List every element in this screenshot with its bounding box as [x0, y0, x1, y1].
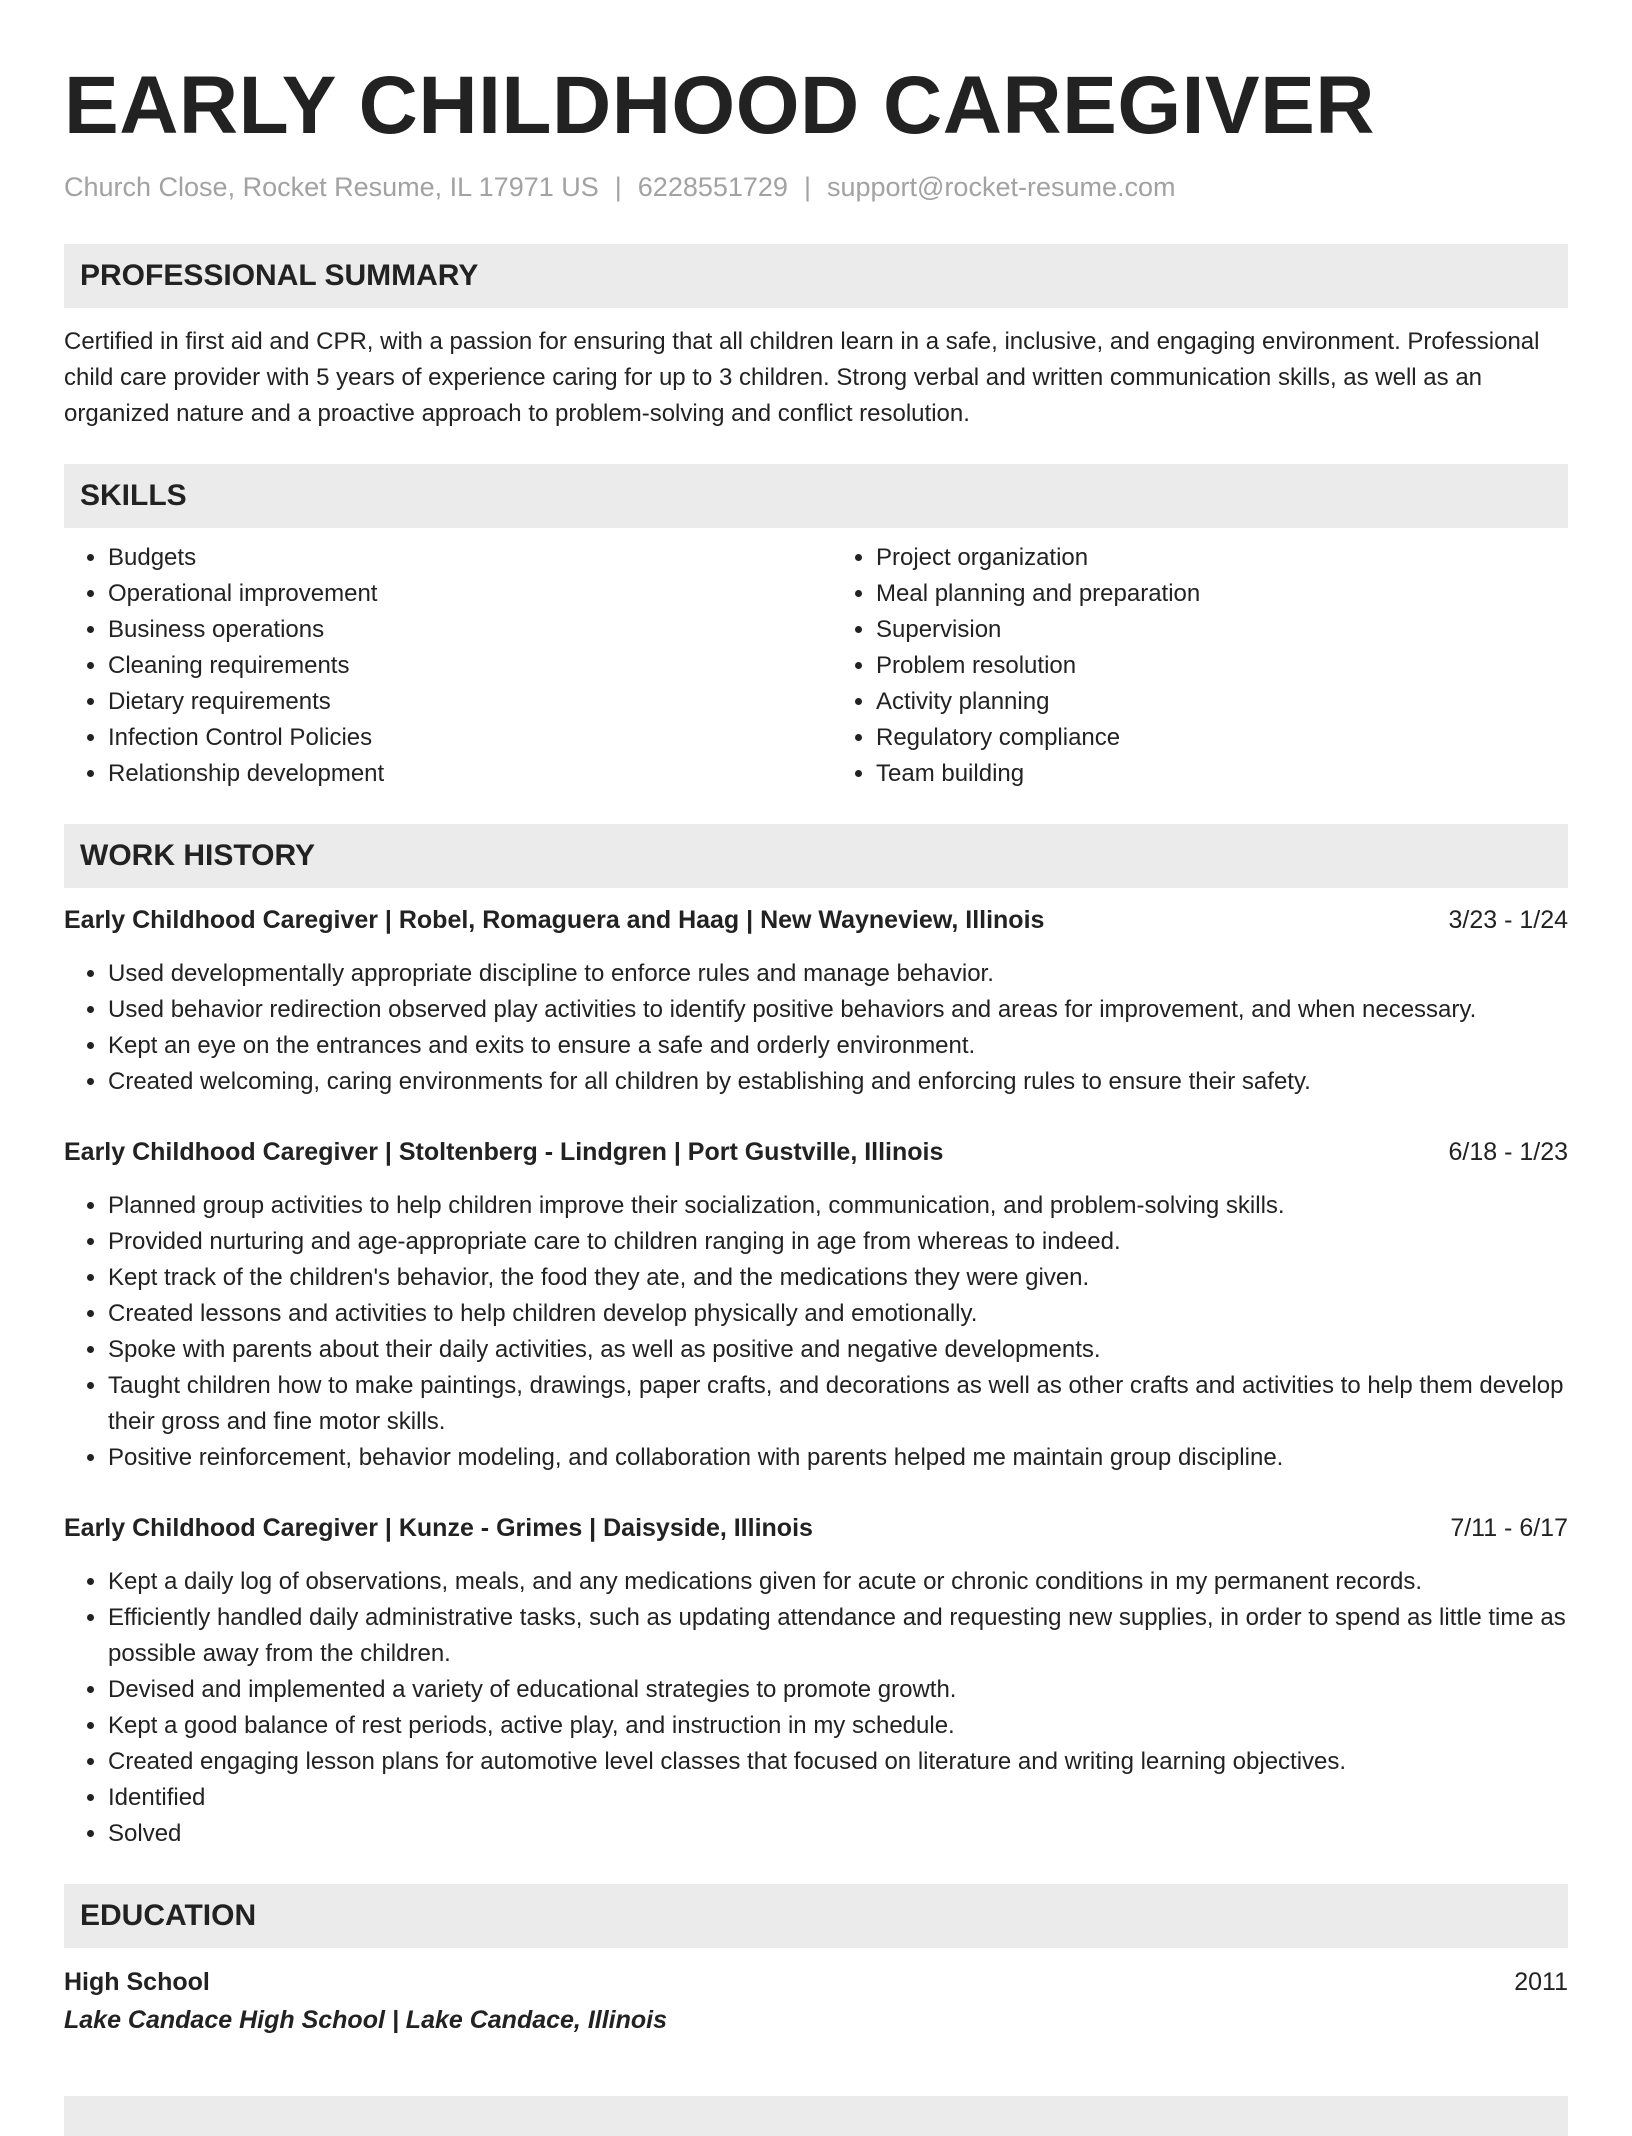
skill-item: • Operational improvement: [108, 576, 816, 612]
job-bullet: • Used behavior redirection observed play activities to identify positive behaviors and areas for improvement, and when necessary.: [108, 992, 1568, 1028]
job-bullet: • Positive reinforcement, behavior modeling, and collaboration with parents helped me maintain group discipline.: [108, 1440, 1568, 1476]
skill-item: • Meal planning and preparation: [876, 576, 1568, 612]
section-heading-education: EDUCATION: [64, 1884, 1568, 1948]
skills-column-right: [816, 540, 1568, 792]
job-bullet: • Created welcoming, caring environments for all children by establishing and enforcing rules to ensure their safety.: [108, 1064, 1568, 1100]
skill-item: • Dietary requirements: [108, 684, 816, 720]
job-entry: [64, 1134, 1568, 1476]
skills-column-left: [64, 540, 816, 792]
education-header: [64, 1964, 1568, 2000]
job-bullet: • Kept a daily log of observations, meals, and any medications given for acute or chronic conditions in my permanent records.: [108, 1564, 1568, 1600]
job-title: Early Childhood Caregiver | Stoltenberg - Lindgren | Port Gustville, Illinois: [64, 1138, 944, 1166]
job-entry: [64, 902, 1568, 1100]
skill-item: • Relationship development: [108, 756, 816, 792]
job-bullet: • Solved: [108, 1816, 1568, 1852]
skill-item: • Team building: [876, 756, 1568, 792]
job-bullets: [64, 1564, 1568, 1852]
job-bullet: • Kept a good balance of rest periods, active play, and instruction in my schedule.: [108, 1708, 1568, 1744]
section-heading-skills: SKILLS: [64, 464, 1568, 528]
contact-separator: |: [803, 172, 811, 202]
job-bullet: • Used developmentally appropriate discipline to enforce rules and manage behavior.: [108, 956, 1568, 992]
skill-item: • Supervision: [876, 612, 1568, 648]
section-heading-summary: PROFESSIONAL SUMMARY: [64, 244, 1568, 308]
job-entry: [64, 1510, 1568, 1852]
skill-item: • Infection Control Policies: [108, 720, 816, 756]
skill-item: • Problem resolution: [876, 648, 1568, 684]
skill-item: • Cleaning requirements: [108, 648, 816, 684]
job-bullet: • Efficiently handled daily administrative tasks, such as updating attendance and requesting new supplies, in order to spend as little time as possible away from the children.: [108, 1600, 1568, 1672]
skills-list: [64, 540, 1568, 792]
job-bullet: • Kept an eye on the entrances and exits to ensure a safe and orderly environment.: [108, 1028, 1568, 1064]
job-bullets: [64, 1188, 1568, 1476]
education-school: Lake Candace High School | Lake Candace, Illinois: [64, 2006, 668, 2034]
skill-item: • Budgets: [108, 540, 816, 576]
job-dates: 7/11 - 6/17: [1450, 1514, 1568, 1542]
job-bullet: • Planned group activities to help children improve their socialization, communication, and problem-solving skills.: [108, 1188, 1568, 1224]
job-dates: 6/18 - 1/23: [1448, 1138, 1568, 1166]
job-bullet: • Taught children how to make paintings, drawings, paper crafts, and decorations as well as other crafts and activities to help them develop their gross and fine motor skills.: [108, 1368, 1568, 1440]
job-header: [64, 1134, 1568, 1170]
section-heading-work-history: WORK HISTORY: [64, 824, 1568, 888]
job-bullet: • Created lessons and activities to help children develop physically and emotionally.: [108, 1296, 1568, 1332]
education-entry: [64, 1964, 1568, 2038]
job-bullet: • Devised and implemented a variety of educational strategies to promote growth.: [108, 1672, 1568, 1708]
skill-item: • Business operations: [108, 612, 816, 648]
job-header: [64, 1510, 1568, 1546]
job-bullet: • Spoke with parents about their daily activities, as well as positive and negative developments.: [108, 1332, 1568, 1368]
resume-name: EARLY CHILDHOOD CAREGIVER: [64, 60, 1376, 151]
job-dates: 3/23 - 1/24: [1448, 906, 1568, 934]
job-bullets: [64, 956, 1568, 1100]
contact-separator: |: [614, 172, 622, 202]
section-heading-cutoff: [64, 2096, 1568, 2136]
job-title: Early Childhood Caregiver | Kunze - Grimes | Daisyside, Illinois: [64, 1514, 813, 1542]
contact-email: support@rocket-resume.com: [826, 172, 1176, 202]
contact-address: Church Close, Rocket Resume, IL 17971 US: [64, 172, 599, 202]
job-header: [64, 902, 1568, 938]
contact-line: [64, 170, 1568, 204]
job-title: Early Childhood Caregiver | Robel, Romaguera and Haag | New Wayneview, Illinois: [64, 906, 1045, 934]
job-bullet: • Provided nurturing and age-appropriate care to children ranging in age from whereas to indeed.: [108, 1224, 1568, 1260]
skill-item: • Project organization: [876, 540, 1568, 576]
contact-phone: 6228551729: [637, 172, 788, 202]
job-bullet: • Created engaging lesson plans for automotive level classes that focused on literature and writing learning objectives.: [108, 1744, 1568, 1780]
education-degree: High School: [64, 1968, 210, 1996]
job-bullet: • Identified: [108, 1780, 1568, 1816]
summary-text: Certified in first aid and CPR, with a passion for ensuring that all children learn in a safe, inclusive, and engaging environment. Professional child care provider with 5 years of experience caring for up to 3 children. Strong verbal and written communication skills, as well as an organized nature and a proactive approach to problem-solving and conflict resolution.: [64, 328, 1540, 427]
education-year: 2011: [1514, 1968, 1568, 1996]
skill-item: • Regulatory compliance: [876, 720, 1568, 756]
job-bullet: • Kept track of the children's behavior, the food they ate, and the medications they were given.: [108, 1260, 1568, 1296]
skill-item: • Activity planning: [876, 684, 1568, 720]
